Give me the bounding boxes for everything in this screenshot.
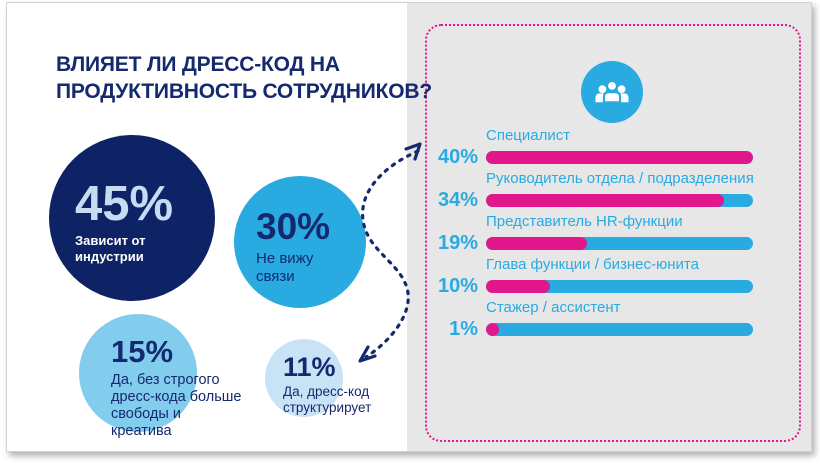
bubble-content — [111, 336, 243, 440]
bubble-30 — [234, 176, 366, 308]
respondent-row — [420, 127, 766, 167]
respondent-bar-fill — [486, 194, 724, 207]
respondent-value: 1% — [449, 318, 478, 340]
respondent-bar — [486, 151, 753, 164]
respondent-row — [420, 256, 766, 296]
respondent-bar-line — [420, 276, 766, 296]
respondent-label: Стажер / ассистент — [486, 299, 621, 316]
bubble-11 — [265, 339, 372, 417]
bubble-value: 30% — [256, 206, 331, 247]
respondent-bar-line — [420, 147, 766, 167]
bubble-value: 45% — [75, 177, 174, 231]
respondent-bar — [486, 323, 753, 336]
respondent-value: 19% — [437, 232, 478, 254]
bubble-caption: Да, без строгого дресс-кода больше свободы и креатива — [111, 371, 242, 439]
respondent-label: Руководитель отдела / подразделения — [486, 170, 754, 187]
people-group-icon-glyph — [594, 76, 630, 109]
respondent-row — [420, 213, 766, 253]
respondent-bar-fill — [486, 280, 550, 293]
bubble-value: 15% — [111, 334, 174, 369]
respondent-label: Представитель HR-функции — [486, 213, 683, 230]
bubble-caption: Да, дресс-код структурирует — [283, 384, 372, 416]
respondent-label: Специалист — [486, 127, 571, 144]
bubble-value: 11% — [283, 352, 336, 382]
bubble-caption: Не вижу связи — [256, 249, 314, 285]
bubble-content — [75, 179, 173, 264]
respondent-bar-fill — [486, 237, 587, 250]
respondent-row — [420, 299, 766, 339]
bubble-45 — [49, 135, 215, 301]
respondent-bar-line — [420, 190, 766, 210]
respondent-label: Глава функции / бизнес-юнита — [486, 256, 699, 273]
respondent-bar — [486, 280, 753, 293]
respondent-bar-fill — [486, 323, 499, 336]
infographic-card — [6, 2, 812, 452]
page-title: ВЛИЯЕТ ЛИ ДРЕСС-КОД НА ПРОДУКТИВНОСТЬ СОТРУДНИКОВ? — [56, 53, 432, 104]
bubble-content — [283, 353, 383, 416]
respondent-value: 10% — [437, 275, 478, 297]
people-group-icon — [581, 61, 643, 123]
bubble-15 — [79, 314, 242, 439]
respondent-bar-fill — [486, 151, 753, 164]
respondent-bar-line — [420, 233, 766, 253]
respondent-bar — [486, 194, 753, 207]
bubble-caption: Зависит от индустрии — [75, 233, 146, 264]
respondent-bar — [486, 237, 753, 250]
respondent-bar-line — [420, 319, 766, 339]
respondent-row — [420, 170, 766, 210]
respondent-value: 34% — [437, 189, 478, 211]
bubble-content — [256, 208, 334, 285]
respondent-value: 40% — [437, 146, 478, 168]
